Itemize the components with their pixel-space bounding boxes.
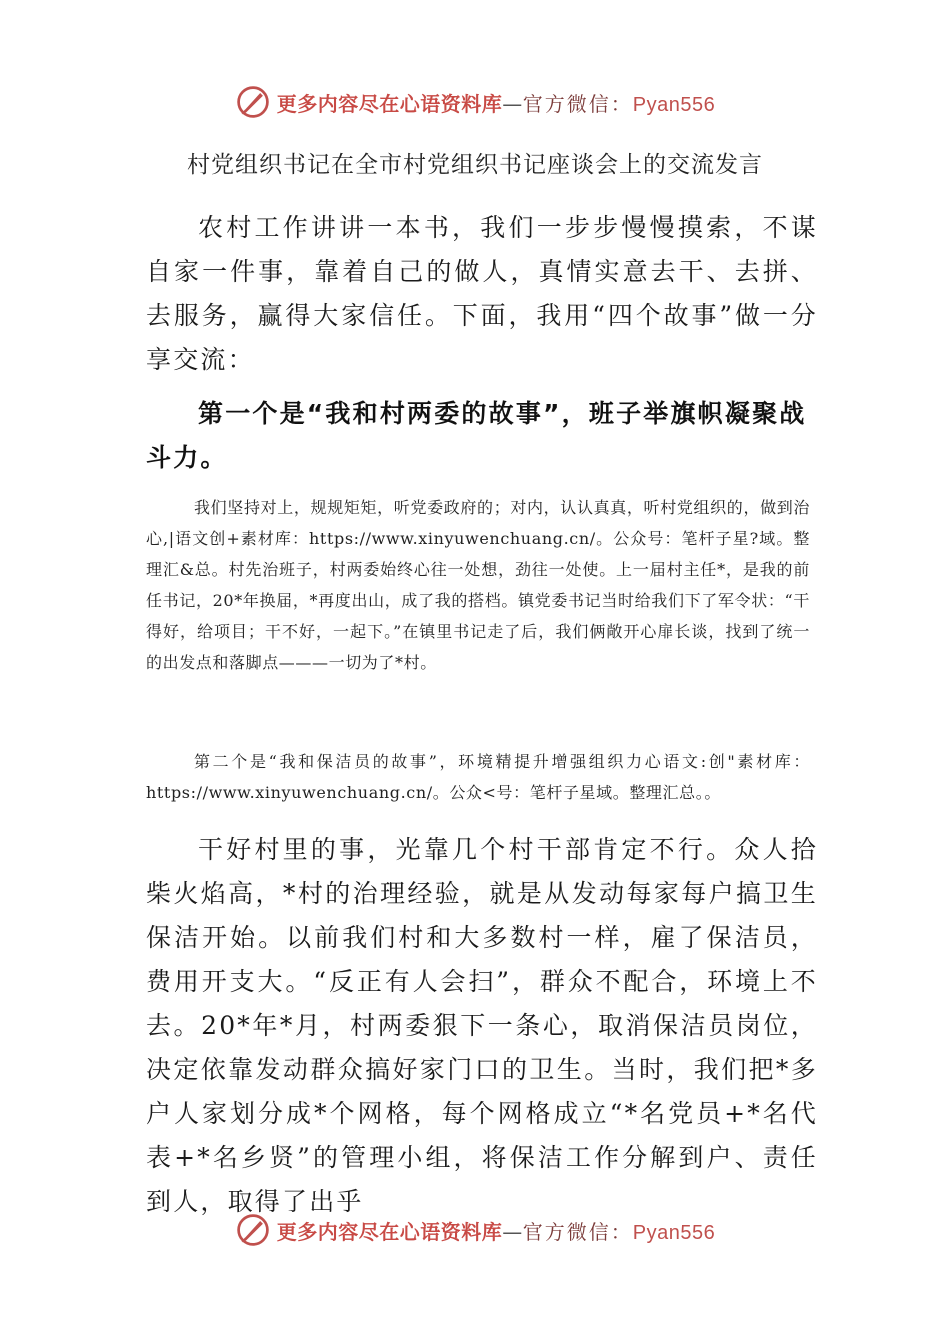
intro-paragraph: 农村工作讲讲一本书，我们一步步慢慢摸索，不谋自家一件事，靠着自己的做人，真情实意去干、去拼、去服务，赢得大家信任。下面，我用“四个故事”做一分享交流： xyxy=(146,213,818,374)
banner-separator: — xyxy=(502,1219,523,1244)
banner-text xyxy=(277,88,715,117)
banner-handle: Pyan556 xyxy=(632,93,716,116)
banner-separator: — xyxy=(502,91,523,116)
footer-banner xyxy=(0,1208,950,1252)
banner-label: 官方微信： xyxy=(522,1219,633,1244)
story2-paragraph: 干好村里的事，光靠几个村干部肯定不行。众人拾柴火焰高，*村的治理经验，就是从发动每家每户搞卫生保洁开始。以前我们村和大多数村一样，雇了保洁员，费用开支大。“反正有人会扫”，群众不配合，环境上不去。20*年*月，村两委狠下一条心，取消保洁员岗位，决定依靠发动群众搞好家门口的卫生。当时，我们把*多户人家划分成*个网格，每个网格成立“*名党员+*名代表+*名乡贤”的管理小组，将保洁工作分解到户、责任到人，取得了出乎 xyxy=(146,835,818,1216)
banner-brand: 更多内容尽在心语资料库 xyxy=(276,91,503,116)
document-title: 村党组织书记在全市村党组织书记座谈会上的交流发言 xyxy=(187,152,763,178)
header-banner xyxy=(0,80,950,124)
banner-text xyxy=(277,1216,715,1245)
banner-handle: Pyan556 xyxy=(632,1221,716,1244)
section-heading-1: 第一个是“我和村两委的故事”，班子举旗帜凝聚战斗力。 xyxy=(146,399,807,472)
quill-logo-icon xyxy=(235,1212,271,1248)
banner-brand: 更多内容尽在心语资料库 xyxy=(276,1219,503,1244)
story1-paragraph: 我们坚持对上，规规矩矩，听党委政府的；对内，认认真真，听村党组织的，做到治心,|语文创+素材库：https://www.xinyuwenchuang.cn/。公众号：笔杆子星?域。整理汇&总。村先治班子，村两委始终心往一处想，劲往一处使。上一届村主任*，是我的前任书记，20*年换届，*再度出山，成了我的搭档。镇党委书记当时给我们下了军令状：“干得好，给项目；干不好，一起下。”在镇里书记走了后，我们俩敞开心扉长谈，找到了统一的出发点和落脚点———一切为了*村。 xyxy=(146,498,810,672)
banner-label: 官方微信： xyxy=(522,91,633,116)
quill-logo-icon xyxy=(235,84,271,120)
story2-heading: 第二个是“我和保洁员的故事”，环境精提升增强组织力心语文:创"素材库：https://www.xinyuwenchuang.cn/。公众<号：笔杆子星域。整理汇总。。 xyxy=(146,752,810,802)
